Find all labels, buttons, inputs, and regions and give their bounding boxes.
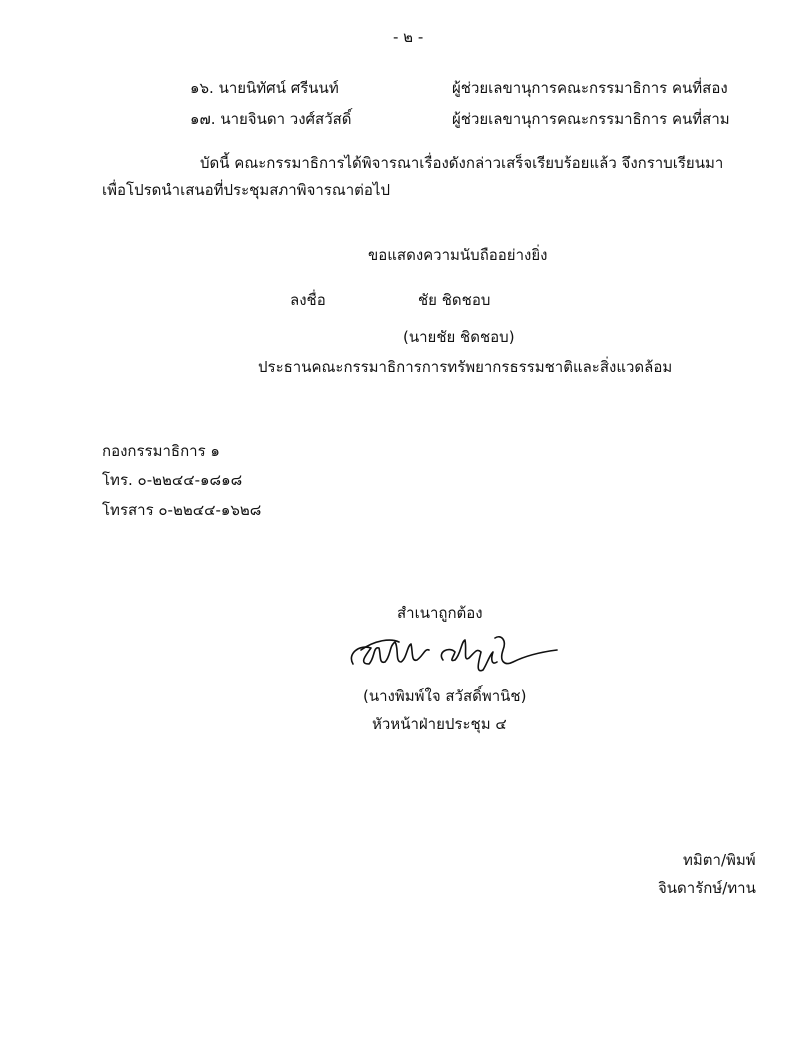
typist-line-2: จินดารักษ์/ทาน [658, 879, 756, 897]
member-17-name: ๑๗. นายจินดา วงศ์สวัสดิ์ [190, 110, 352, 128]
signer-full-name: (นายชัย ชิดชอบ) [403, 328, 515, 346]
certified-name: (นางพิมพ์ใจ สวัสดิ์พานิช) [363, 687, 527, 705]
handwritten-signature [345, 628, 565, 683]
certified-title: หัวหน้าฝ่ายประชุม ๔ [372, 715, 507, 733]
member-16-role: ผู้ช่วยเลขานุการคณะกรรมาธิการ คนที่สอง [452, 79, 728, 97]
signer-position: ประธานคณะกรรมาธิการการทรัพยากรธรรมชาติและสิ่งแวดล้อม [258, 358, 673, 376]
body-line-2: เพื่อโปรดนำเสนอที่ประชุมสภาพิจารณาต่อไป [102, 181, 390, 199]
body-line-1: บัดนี้ คณะกรรมาธิการได้พิจารณาเรื่องดังกล่าวเสร็จเรียบร้อยแล้ว จึงกราบเรียนมา [200, 154, 724, 172]
sign-label: ลงชื่อ [290, 291, 326, 309]
page-number: - ๒ - [393, 28, 424, 46]
member-16-name: ๑๖. นายนิทัศน์ ศรีนนท์ [190, 79, 339, 97]
typist-line-1: ทมิตา/พิมพ์ [683, 851, 756, 869]
office-unit: กองกรรมาธิการ ๑ [102, 442, 220, 460]
office-fax: โทรสาร ๐-๒๒๔๔-๑๖๒๘ [102, 501, 262, 519]
member-17-role: ผู้ช่วยเลขานุการคณะกรรมาธิการ คนที่สาม [452, 110, 730, 128]
certified-label: สำเนาถูกต้อง [397, 604, 483, 622]
signature-name: ชัย ชิดชอบ [418, 291, 491, 309]
closing-salutation: ขอแสดงความนับถืออย่างยิ่ง [368, 246, 548, 264]
office-tel: โทร. ๐-๒๒๔๔-๑๘๑๘ [102, 471, 243, 489]
